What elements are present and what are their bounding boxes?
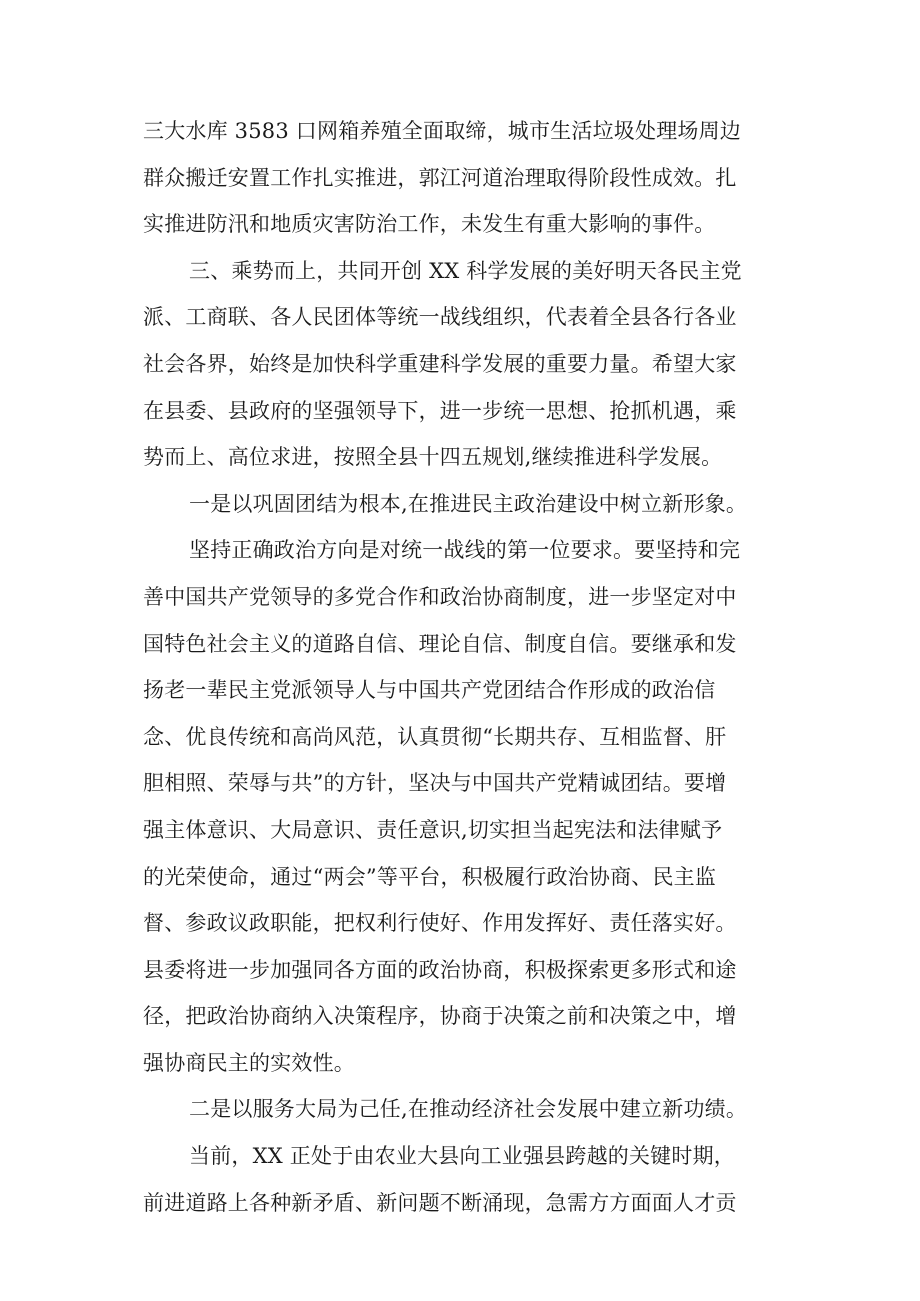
text-line: 在县委、县政府的坚强领导下，进一步统一思想、抢抓机遇，乘 xyxy=(143,398,737,423)
text-line: 径，把政治协商纳入决策程序，协商于决策之前和决策之中，增 xyxy=(143,1004,737,1029)
text-line: 善中国共产党领导的多党合作和政治协商制度，进一步坚定对中 xyxy=(143,584,737,609)
text-line: 县委将进一步加强同各方面的政治协商，积极探索更多形式和途 xyxy=(143,957,737,982)
text-line: 的光荣使命，通过“两会”等平台，积极履行政治协商、民主监 xyxy=(143,864,717,889)
text-line: 坚持正确政治方向是对统一战线的第一位要求。要坚持和完 xyxy=(189,538,741,563)
text-line: 胆相照、荣辱与共”的方针，坚决与中国共产党精诚团结。要增 xyxy=(143,771,727,796)
text-line: 派、工商联、各人民团体等统一战线组织，代表着全县各行各业 xyxy=(143,305,737,330)
text-line: 扬老一辈民主党派领导人与中国共产党团结合作形成的政治信 xyxy=(143,678,716,703)
text-line: 前进道路上各种新矛盾、新问题不断涌现，急需方方面面人才贡 xyxy=(143,1190,737,1215)
text-line: 社会各界，始终是加快科学重建科学发展的重要力量。希望大家 xyxy=(143,351,737,376)
text-line: 势而上、高位求进，按照全县十四五规划,继续推进科学发展。 xyxy=(143,445,723,470)
text-line: 二是以服务大局为己任,在推动经济社会发展中建立新功绩。 xyxy=(189,1097,748,1122)
text-line: 念、优良传统和高尚风范，认真贯彻“长期共存、互相监督、肝 xyxy=(143,724,727,749)
text-line: 强协商民主的实效性。 xyxy=(143,1050,355,1075)
document-body xyxy=(143,108,793,1226)
text-line: 督、参政议政职能，把权利行使好、作用发挥好、责任落实好。 xyxy=(143,911,737,936)
text-line: 国特色社会主义的道路自信、理论自信、制度自信。要继承和发 xyxy=(143,631,737,656)
text-line: 三、乘势而上，共同开创 XX 科学发展的美好明天各民主党 xyxy=(189,258,742,283)
text-line: 当前，XX 正处于由农业大县向工业强县跨越的关键时期， xyxy=(189,1144,735,1169)
text-line: 群众搬迁安置工作扎实推进，郭江河道治理取得阶段性成效。扎 xyxy=(143,165,737,190)
text-line: 实推进防汛和地质灾害防治工作，未发生有重大影响的事件。 xyxy=(143,212,716,237)
text-line: 一是以巩固团结为根本,在推进民主政治建设中树立新形象。 xyxy=(189,491,748,516)
text-line: 强主体意识、大局意识、责任意识,切实担当起宪法和法律赋予 xyxy=(143,817,723,842)
text-line: 三大水库 3583 口网箱养殖全面取缔，城市生活垃圾处理场周边 xyxy=(143,119,741,143)
